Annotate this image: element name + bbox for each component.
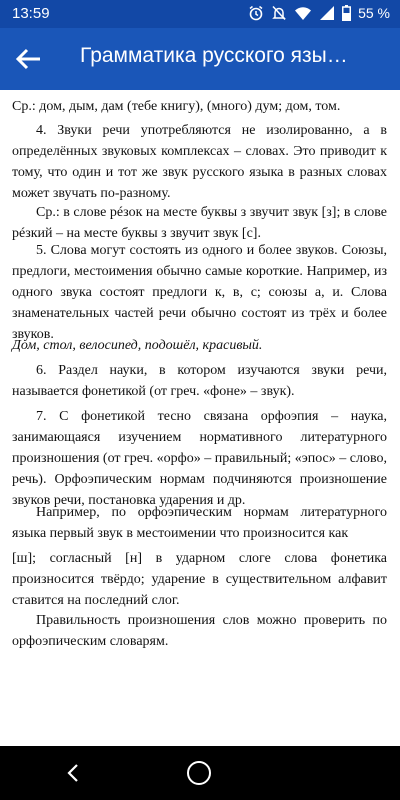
status-icons bbox=[248, 5, 390, 21]
page-title: Грамматика русского язы… bbox=[80, 44, 348, 67]
status-bar bbox=[0, 0, 400, 28]
paragraph-4: 4. Звуки речи употребляются не изолированно, а в определённых звуковых комплексах – словах. Это приводит к тому, что один и тот же звук русского языка в разных словах может звучать по-разному. bbox=[12, 123, 387, 201]
battery-percent: 55 % bbox=[358, 5, 390, 21]
nav-back-icon[interactable] bbox=[66, 763, 80, 788]
paragraph-example-5: [ш]; согласный [н] в ударном слоге слова фонетика произносится твёрдо; ударение в существительном алфавит ставится на последний слог. bbox=[12, 551, 387, 608]
paragraph-5: 5. Слова могут состоять из одного и более звуков. Союзы, предлоги, местоимения обычно самые короткие. Например, из одного звука состоят предлоги к, в, с; союзы а, и. Слова знаменательных частей речи обычно состоят из трёх и более звуков. bbox=[12, 243, 387, 342]
paragraph-example-3: Дом, стол, велосипед, подошёл, красивый. bbox=[12, 338, 263, 353]
alarm-icon bbox=[248, 5, 264, 21]
app-bar bbox=[0, 28, 400, 90]
paragraph-example-1: Ср.: дом, дым, дам (тебе книгу), (много) дум; дом, том. bbox=[12, 99, 341, 114]
notifications-off-icon bbox=[271, 5, 287, 21]
paragraph-7: 7. С фонетикой тесно связана орфоэпия – наука, занимающаяся изучением нормативного литературного произношения (от греч. «орфо» – правильный; «эпос» – слово, речь). Орфоэпическим нормам подчиняются произношение звуков речи, постановка ударения и др. bbox=[12, 409, 387, 508]
system-nav-bar bbox=[0, 746, 400, 800]
paragraph-last: Правильность произношения слов можно проверить по орфоэпическим словарям. bbox=[12, 613, 387, 649]
nav-home-icon[interactable] bbox=[187, 761, 211, 785]
paragraph-example-4: Например, по орфоэпическим нормам литературного языка первый звук в местоимении что произносится как bbox=[12, 505, 387, 541]
article-content[interactable] bbox=[0, 90, 400, 745]
signal-icon bbox=[319, 5, 335, 21]
paragraph-example-2: Ср.: в слове рéзок на месте буквы з звучит звук [з]; в слове рéзкий – на месте буквы з звучит звук [с]. bbox=[12, 205, 387, 241]
arrow-back-icon[interactable] bbox=[14, 45, 44, 73]
paragraph-6: 6. Раздел науки, в котором изучаются звуки речи, называется фонетикой (от греч. «фоне» – звук). bbox=[12, 363, 387, 399]
status-time: 13:59 bbox=[12, 5, 50, 22]
battery-icon bbox=[342, 5, 351, 21]
wifi-icon bbox=[294, 5, 312, 21]
